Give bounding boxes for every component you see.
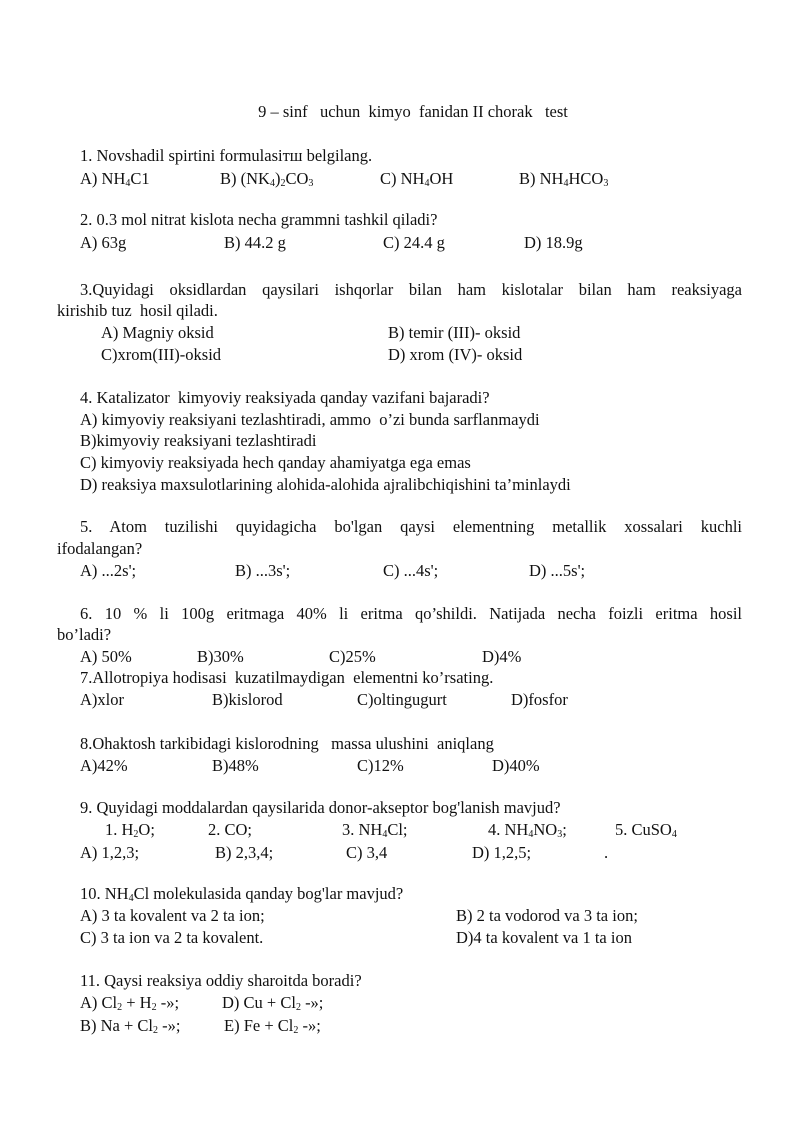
question-9-option-c: C) 3,4 [346,843,388,862]
question-9-option-b: B) 2,3,4; [215,843,274,862]
question-1-text: 1. Novshadil spirtini formulasiтш belgilang. [80,146,373,165]
question-9-item-2: 2. CO; [208,820,253,839]
question-8-option-a: A)42% [80,756,128,775]
question-1-option-b: B) $(NK_4)_2CO_3$ [220,169,314,189]
question-7-option-d: D)fosfor [511,690,568,709]
question-1-option-d: B) $NH_4HCO_3$ [519,169,609,189]
question-5-text-line-2: ifodalangan? [57,539,143,558]
question-6-text-line-2: bo’ladi? [57,625,112,644]
question-2-option-a: A) 63g [80,233,127,252]
question-2-option-b: B) 44.2 g [224,233,286,252]
question-10-option-d: D)4 ta kovalent va 1 ta ion [456,928,632,947]
question-7-text: 7.Allotropiya hodisasi kuzatilmaydigan elementni ko’rsating. [80,668,494,687]
question-11-option-e: E) $Fe + Cl_2$ -»; [224,1016,321,1036]
question-8-option-b: B)48% [212,756,259,775]
question-3-option-b: B) temir (III)- oksid [388,323,521,342]
question-8-text: 8.Ohaktosh tarkibidagi kislorodning massa ulushini aniqlang [80,734,494,753]
question-5-option-a: A) ...2s'; [80,561,137,580]
question-2-option-d: D) 18.9g [524,233,583,252]
question-1-option-c: C) $NH_4OH$ [380,169,454,189]
question-8-option-c: C)12% [357,756,404,775]
question-10-option-b: B) 2 ta vodorod va 3 ta ion; [456,906,638,925]
question-6-option-d: D)4% [482,647,522,666]
question-5-option-c: C) ...4s'; [383,561,439,580]
question-9-item-5: 5. CuSO$_4$ [615,820,677,840]
question-6-option-b: B)30% [197,647,244,666]
question-11-text: 11. Qaysi reaksiya oddiy sharoitda boradi? [80,971,362,990]
question-3-option-a: A) Magniy oksid [101,323,214,342]
question-11-option-d: D) $Cu + Cl_2$ -»; [222,993,324,1013]
question-4-option-a: A) kimyoviy reaksiyani tezlashtiradi, ammo o’zi bunda sarflanmaydi [80,410,540,429]
question-6-option-a: A) 50% [80,647,132,666]
page-title: 9 – sinf uchun kimyo fanidan II chorak test [258,102,568,121]
question-9-item-1: 1. $H_2O$; [105,820,155,840]
question-11-option-b: B) $Na + Cl_2$ -»; [80,1016,181,1036]
question-4-option-b: B)kimyoviy reaksiyani tezlashtiradi [80,431,317,450]
question-3-text-line-1: 3.Quyidagi oksidlardan qaysilari ishqorlar bilan ham kislotalar bilan ham reaksiyaga [80,280,742,299]
question-2-option-c: C) 24.4 g [383,233,445,252]
question-7-option-b: B)kislorod [212,690,283,709]
question-3-option-c: C)xrom(III)-oksid [101,345,222,364]
question-7-option-c: C)oltingugurt [357,690,447,709]
question-9-item-4: 4. $NH_4NO_3$; [488,820,567,840]
question-3-option-d: D) xrom (IV)- oksid [388,345,523,364]
question-8-option-d: D)40% [492,756,540,775]
question-9-option-d: D) 1,2,5; [472,843,532,862]
question-4-option-d: D) reaksiya maxsulotlarining alohida-alohida ajralibchiqishini ta’minlaydi [80,475,571,494]
question-7-option-a: A)xlor [80,690,124,709]
question-9-text: 9. Quyidagi moddalardan qaysilarida donor-akseptor bog'lanish mavjud? [80,798,561,817]
question-6-text-line-1: 6. 10 % li 100g eritmaga 40% li eritma qo’shildi. Natijada necha foizli eritma hosil [80,604,742,623]
question-4-option-c: C) kimyoviy reaksiyada hech qanday ahamiyatga ega emas [80,453,471,472]
question-10-option-c: C) 3 ta ion va 2 ta kovalent. [80,928,264,947]
question-9-stray-dot: . [604,843,609,862]
question-5-option-d: D) ...5s'; [529,561,586,580]
question-2-text: 2. 0.3 mol nitrat kislota necha grammni tashkil qiladi? [80,210,438,229]
question-1-option-a: A) $NH_4C1$ [80,169,150,189]
question-10-text: 10. $NH_4Cl$ molekulasida qanday bog'lar mavjud? [80,884,404,904]
question-4-text: 4. Katalizator kimyoviy reaksiyada qanday vazifani bajaradi? [80,388,490,407]
question-5-text-line-1: 5. Atom tuzilishi quyidagicha bo'lgan qaysi elementning metallik xossalari kuchli [80,517,742,536]
question-5-option-b: B) ...3s'; [235,561,291,580]
question-6-option-c: C)25% [329,647,376,666]
question-9-option-a: A) 1,2,3; [80,843,140,862]
question-11-option-a: A) $Cl_2 + H_2$ -»; [80,993,180,1013]
question-9-item-3: 3. $NH_4Cl$; [342,820,408,840]
question-10-option-a: A) 3 ta kovalent va 2 ta ion; [80,906,265,925]
question-3-text-line-2: kirishib tuz hosil qiladi. [57,301,218,320]
